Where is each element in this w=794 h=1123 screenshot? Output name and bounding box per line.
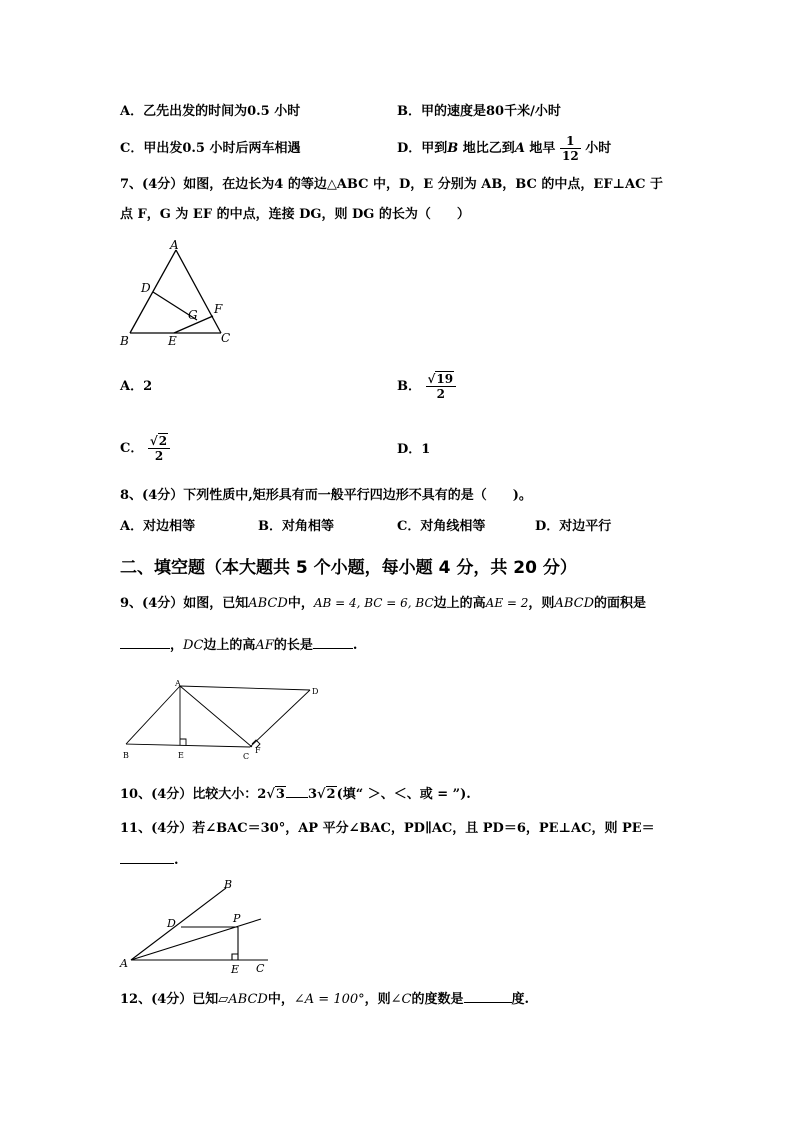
q7-option-b[interactable]: [397, 370, 456, 404]
q9-given: AB = 4, BC = 6, BC: [313, 596, 434, 610]
q11-answer-blank[interactable]: [120, 863, 174, 864]
q7-label-b: B: [120, 334, 129, 348]
q7-stem-line1: 7、(4分）如图，在边长为4 的等边△ABC 中，D，E 分别为 AB，BC 的中点，EF⊥AC 于: [120, 177, 663, 192]
q11-label-c: C: [256, 962, 265, 975]
q8-stem: 8、(4分）下列性质中,矩形具有而一般平行四边形不具有的是（ )。: [120, 488, 532, 503]
q9-label-f: F: [255, 746, 261, 755]
q9-stem-line1: 9、(4分）如图，已知ABCD中，AB = 4, BC = 6, BC边上的高AE = 2，则ABCD的面积是: [120, 596, 647, 611]
q8-option-a[interactable]: A．对边相等: [120, 519, 196, 534]
q9-parallelogram-figure: [118, 678, 323, 764]
q12-stem: 12、(4分）已知▱ABCD中，∠A = 100°，则∠C的度数是 度.: [120, 992, 530, 1007]
q8-option-d[interactable]: D．对边平行: [535, 519, 612, 534]
section-2-heading: 二、填空题（本大题共 5 个小题，每小题 4 分，共 20 分）: [120, 558, 577, 578]
q7-triangle-figure: [115, 238, 245, 350]
q9-ae: AE = 2: [485, 596, 529, 610]
q11-label-p: P: [233, 912, 241, 925]
q6-option-d-point-b: B: [447, 141, 459, 156]
q9-answer-blank-1[interactable]: [120, 648, 170, 649]
q9-label-e: E: [178, 751, 184, 760]
q7-label-c: C: [221, 331, 231, 345]
q6-option-d-point-a: A: [514, 141, 525, 156]
q6-option-d-text-3: 地早: [524, 141, 556, 156]
q7-option-b-label: B．: [397, 379, 421, 394]
q11-label-e: E: [231, 963, 240, 976]
q6-option-c[interactable]: C．甲出发0.5 小时后两车相遇: [120, 141, 301, 156]
q12-angle-a: ∠A = 100°: [293, 992, 365, 1007]
q9-af: AF: [255, 638, 274, 653]
q12-answer-blank[interactable]: [464, 1002, 512, 1003]
q9-label-a: A: [175, 679, 181, 688]
q12-angle-c: ∠C: [390, 992, 412, 1007]
q6-option-d-fraction: $\frac{1}{12}$: [561, 134, 579, 163]
q11-label-a: A: [120, 957, 128, 970]
q6-option-a[interactable]: A．乙先出发的时间为0.5 小时: [120, 104, 301, 119]
q10-stem: 10、(4分）比较大小：2√3 3√2(填“ ＞、＜、或 = ”).: [120, 787, 471, 802]
q7-option-c-label: C．: [120, 441, 144, 456]
q7-label-a: A: [170, 238, 179, 252]
q10-answer-blank[interactable]: [286, 797, 308, 798]
q12-abcd: ▱ABCD: [218, 992, 268, 1007]
q6-option-b[interactable]: B．甲的速度是80千米/小时: [397, 104, 561, 119]
q9-abcd: ABCD: [248, 596, 288, 611]
q11-stem-line2: .: [120, 852, 179, 870]
q7-option-a[interactable]: A．2: [120, 379, 153, 394]
q8-option-b[interactable]: B．对角相等: [258, 519, 334, 534]
q7-label-g: G: [188, 308, 198, 322]
q9-dc: DC: [183, 638, 204, 653]
q6-option-d-text-2: 地比乙到: [458, 141, 515, 156]
q6-option-d-text-4: 小时: [585, 141, 612, 156]
q11-angle-figure: [118, 876, 273, 976]
q10-radicand-1: 3: [275, 787, 285, 802]
q7-label-d: D: [141, 281, 151, 295]
q7-label-f: F: [214, 302, 223, 316]
q6-option-d[interactable]: [397, 131, 611, 167]
q7-label-e: E: [168, 334, 177, 348]
q11-stem-line1: 11、(4分）若∠BAC＝30°，AP 平分∠BAC，PD∥AC，且 PD＝6，PE⊥AC，则 PE＝: [120, 821, 655, 836]
q9-abcd-2: ABCD: [554, 596, 594, 611]
q7-stem-line2: 点 F，G 为 EF 的中点，连接 DG，则 DG 的长为（ ）: [120, 207, 470, 222]
q7-option-c[interactable]: [120, 432, 170, 466]
q9-stem-line2: ，DC边上的高AF的长是 .: [120, 637, 357, 655]
q8-option-c[interactable]: C．对角线相等: [397, 519, 486, 534]
q10-radicand-2: 2: [326, 787, 336, 802]
q9-label-d: D: [312, 687, 319, 696]
q9-label-b: B: [123, 751, 129, 760]
q7-option-b-fraction: $\frac{√19}{2}$: [426, 372, 457, 401]
q11-label-b: B: [224, 878, 233, 891]
q6-option-d-text-1: D．甲到: [397, 141, 448, 156]
q7-option-d[interactable]: D．1: [397, 442, 431, 457]
q11-label-d: D: [167, 917, 176, 930]
q9-answer-blank-2[interactable]: [313, 648, 353, 649]
q7-option-c-fraction: $\frac{√2}{2}$: [148, 434, 170, 463]
q9-label-c: C: [243, 752, 250, 761]
